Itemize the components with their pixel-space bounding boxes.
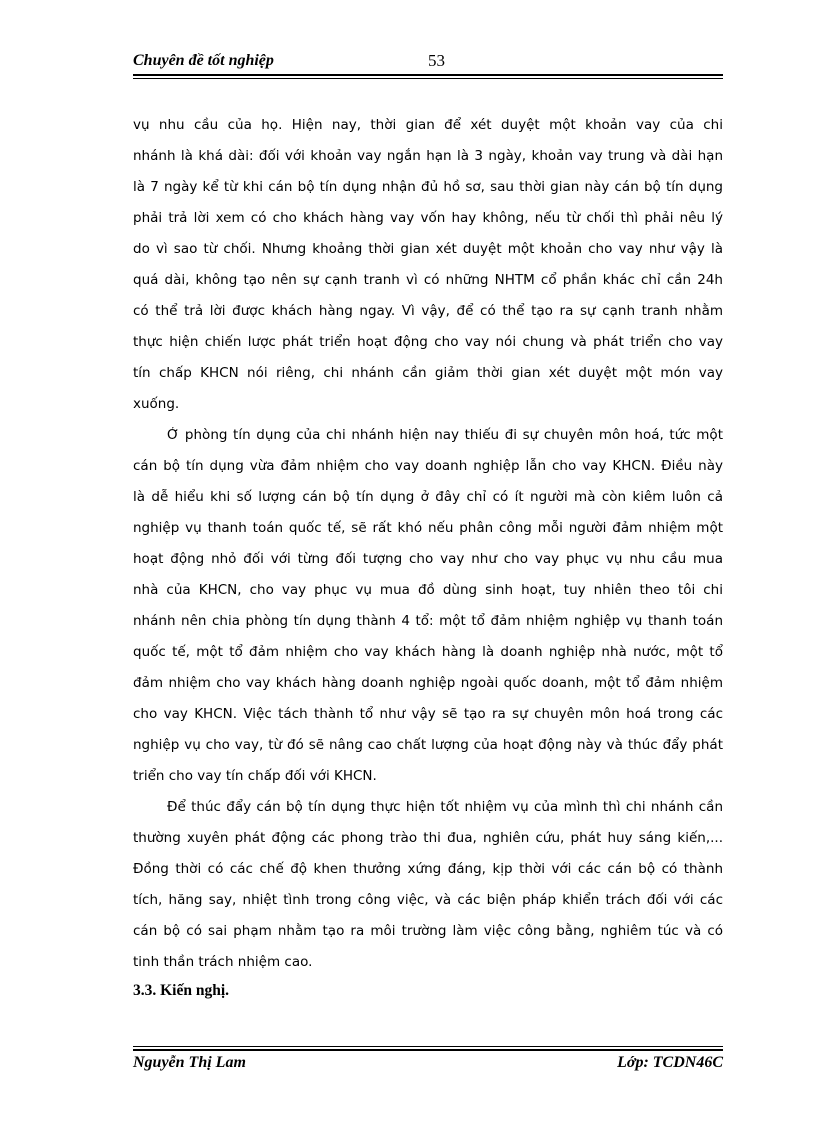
body-text — [133, 117, 723, 1017]
text-line: phải trả lời xem có cho khách hàng vay vốn hay không, nếu từ chối thì phải nêu lý — [133, 210, 723, 226]
text-line: xuống. — [133, 396, 180, 412]
text-line: là 7 ngày kể từ khi cán bộ tín dụng nhận đủ hồ sơ, sau thời gian này cán bộ tín dụng — [133, 179, 723, 195]
text-line: quốc tế, một tổ đảm nhiệm cho vay khách hàng là doanh nghiệp nhà nước, một tổ — [133, 644, 723, 660]
text-line: do vì sao từ chối. Nhưng khoảng thời gian xét duyệt một khoản cho vay như vậy là — [133, 241, 723, 257]
text-line: thường xuyên phát động các phong trào thi đua, nghiên cứu, phát huy sáng kiến,... — [133, 830, 723, 846]
text-line: quá dài, không tạo nên sự cạnh tranh vì có những NHTM cổ phần khác chỉ cần 24h — [133, 272, 723, 288]
footer-class-label: Lớp: TCDN46C — [617, 1054, 723, 1071]
paragraph-first-line: Ở phòng tín dụng của chi nhánh hiện nay thiếu đi sự chuyên môn hoá, tức một — [167, 427, 723, 443]
text-line: tích, hăng say, nhiệt tình trong công việc, và các biện pháp khiển trách đối với các — [133, 892, 723, 908]
text-line: nhánh là khá dài: đối với khoản vay ngắn hạn là 3 ngày, khoản vay trung và dài hạn — [133, 148, 723, 164]
text-line: cán bộ tín dụng vừa đảm nhiệm cho vay doanh nghiệp lẫn cho vay KHCN. Điều này — [133, 458, 723, 474]
text-line: tín chấp KHCN nói riêng, chi nhánh cần giảm thời gian xét duyệt một món vay — [133, 365, 723, 381]
text-line: là dễ hiểu khi số lượng cán bộ tín dụng ở đây chỉ có ít người mà còn kiêm luôn cả — [133, 489, 723, 505]
text-line: đảm nhiệm cho vay khách hàng doanh nghiệp ngoài quốc doanh, một tổ đảm nhiệm — [133, 675, 723, 691]
page-footer — [133, 1054, 723, 1078]
paragraph-first-line: Để thúc đẩy cán bộ tín dụng thực hiện tốt nhiệm vụ của mình thì chi nhánh cần — [167, 799, 723, 815]
header-rule-thick — [133, 74, 723, 76]
text-line: nhánh nên chia phòng tín dụng thành 4 tổ: một tổ đảm nhiệm nghiệp vụ thanh toán — [133, 613, 723, 629]
text-line: cán bộ có sai phạm nhằm tạo ra môi trường làm việc công bằng, nghiêm túc và có — [133, 923, 723, 939]
text-line: nhà của KHCN, cho vay phục vụ mua đồ dùng sinh hoạt, tuy nhiên theo tôi chi — [133, 582, 723, 598]
page-number: 53 — [428, 51, 445, 70]
header-title: Chuyên đề tốt nghiệp — [133, 52, 274, 69]
text-line: vụ nhu cầu của họ. Hiện nay, thời gian để xét duyệt một khoản vay của chi — [133, 117, 723, 133]
section-heading: 3.3. Kiến nghị. — [133, 982, 230, 999]
text-line: tinh thần trách nhiệm cao. — [133, 954, 313, 970]
text-line: cho vay KHCN. Việc tách thành tổ như vậy sẽ tạo ra sự chuyên môn hoá trong các — [133, 706, 723, 722]
text-line: Đồng thời có các chế độ khen thưởng xứng đáng, kịp thời với các cán bộ có thành — [133, 861, 723, 877]
text-line: thực hiện chiến lược phát triển hoạt động cho vay nói chung và phát triển cho vay — [133, 334, 723, 350]
footer-rule-thin — [133, 1046, 723, 1047]
text-line: nghiệp vụ cho vay, từ đó sẽ nâng cao chất lượng của hoạt động này và thúc đẩy phát — [133, 737, 723, 753]
text-line: hoạt động nhỏ đối với từng đối tượng cho vay như cho vay phục vụ nhu cầu mua — [133, 551, 723, 567]
footer-rule-thick — [133, 1049, 723, 1051]
text-line: có thể trả lời được khách hàng ngay. Vì vậy, để có thể tạo ra sự cạnh tranh nhằm — [133, 303, 723, 319]
text-line: nghiệp vụ thanh toán quốc tế, sẽ rất khó nếu phân công mỗi người đảm nhiệm một — [133, 520, 723, 536]
footer-author: Nguyễn Thị Lam — [133, 1054, 246, 1071]
text-line: triển cho vay tín chấp đối với KHCN. — [133, 768, 377, 784]
page-header — [133, 50, 723, 74]
header-rule-thin — [133, 78, 723, 79]
